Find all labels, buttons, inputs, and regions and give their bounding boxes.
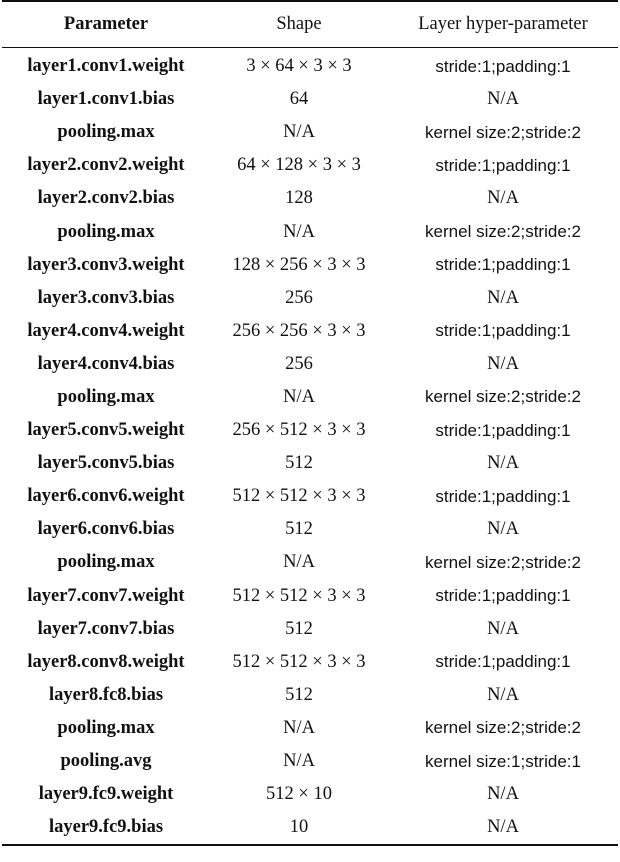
header-row xyxy=(2,1,618,48)
cell-parameter: layer9.fc9.bias xyxy=(48,817,164,838)
cell-parameter: layer6.conv6.bias xyxy=(37,519,175,540)
table-row xyxy=(2,679,618,712)
cell-hyper-parameter: kernel size:1;stride:1 xyxy=(425,751,581,771)
cell-parameter: layer8.fc8.bias xyxy=(48,684,164,705)
cell-shape: N/A xyxy=(283,122,315,143)
table-row xyxy=(2,315,618,348)
cell-hyper-parameter: kernel size:2;stride:2 xyxy=(425,387,581,407)
cell-hyper-parameter: kernel size:2;stride:2 xyxy=(425,718,581,738)
cell-shape: 256 × 512 × 3 × 3 xyxy=(232,420,366,441)
cell-shape: 512 xyxy=(285,618,313,639)
table-row xyxy=(2,149,618,182)
cell-shape: 512 xyxy=(285,519,313,540)
cell-shape: 512 × 512 × 3 × 3 xyxy=(232,651,366,672)
cell-hyper-parameter: N/A xyxy=(487,353,519,374)
cell-shape: 10 xyxy=(289,817,309,838)
cell-shape: 64 × 128 × 3 × 3 xyxy=(237,155,361,176)
cell-parameter: layer9.fc9.weight xyxy=(38,784,174,805)
table-row xyxy=(2,249,618,282)
cell-shape: 512 × 512 × 3 × 3 xyxy=(232,585,366,606)
cell-hyper-parameter: N/A xyxy=(487,817,519,838)
cell-shape: 512 × 512 × 3 × 3 xyxy=(232,486,366,507)
cell-parameter: layer4.conv4.weight xyxy=(27,320,185,341)
cell-shape: N/A xyxy=(283,751,315,772)
cell-parameter: layer5.conv5.weight xyxy=(27,420,185,441)
cell-parameter: layer2.conv2.weight xyxy=(27,155,185,176)
table-header xyxy=(2,1,618,48)
cell-shape: 512 xyxy=(285,453,313,474)
table-row xyxy=(2,613,618,646)
cell-hyper-parameter: stride:1;padding:1 xyxy=(435,486,571,506)
cell-shape: 256 xyxy=(285,353,313,374)
cell-parameter: pooling.max xyxy=(57,717,155,738)
cell-hyper-parameter: stride:1;padding:1 xyxy=(435,255,571,275)
table-row xyxy=(2,116,618,149)
cell-hyper-parameter: N/A xyxy=(487,287,519,308)
cell-parameter: layer7.conv7.bias xyxy=(37,618,175,639)
table-row xyxy=(2,282,618,315)
table-row xyxy=(2,215,618,248)
cell-parameter: layer1.conv1.bias xyxy=(37,89,175,110)
table-row xyxy=(2,546,618,579)
cell-hyper-parameter: stride:1;padding:1 xyxy=(435,652,571,672)
cell-shape: 3 × 64 × 3 × 3 xyxy=(246,56,352,77)
cell-hyper-parameter: N/A xyxy=(487,453,519,474)
cell-parameter: layer7.conv7.weight xyxy=(27,585,185,606)
cell-parameter: pooling.max xyxy=(57,386,155,407)
cell-hyper-parameter: N/A xyxy=(487,684,519,705)
cell-shape: 256 xyxy=(285,287,313,308)
header-shape: Shape xyxy=(210,1,388,48)
table-row xyxy=(2,580,618,613)
cell-hyper-parameter: kernel size:2;stride:2 xyxy=(425,222,581,242)
cell-hyper-parameter: N/A xyxy=(487,618,519,639)
cell-hyper-parameter: stride:1;padding:1 xyxy=(435,420,571,440)
cell-shape: N/A xyxy=(283,386,315,407)
table-row xyxy=(2,48,618,84)
cell-hyper-parameter: N/A xyxy=(487,519,519,540)
table-row xyxy=(2,745,618,778)
table-row xyxy=(2,778,618,811)
cell-parameter: layer3.conv3.bias xyxy=(37,287,175,308)
cell-hyper-parameter: stride:1;padding:1 xyxy=(435,586,571,606)
cell-shape: N/A xyxy=(283,717,315,738)
parameter-table-container xyxy=(2,0,618,846)
cell-shape: 128 × 256 × 3 × 3 xyxy=(232,254,366,275)
cell-shape: N/A xyxy=(283,552,315,573)
table-row xyxy=(2,83,618,116)
cell-parameter: pooling.max xyxy=(57,122,155,143)
table-row xyxy=(2,182,618,215)
cell-shape: N/A xyxy=(283,221,315,242)
cell-parameter: layer6.conv6.weight xyxy=(27,486,185,507)
table-body xyxy=(2,48,618,846)
cell-shape: 128 xyxy=(285,188,313,209)
cell-hyper-parameter: N/A xyxy=(487,188,519,209)
cell-shape: 512 xyxy=(285,684,313,705)
cell-hyper-parameter: kernel size:2;stride:2 xyxy=(425,122,581,142)
table-row xyxy=(2,811,618,845)
cell-parameter: layer2.conv2.bias xyxy=(37,188,175,209)
cell-hyper-parameter: stride:1;padding:1 xyxy=(435,155,571,175)
table-row xyxy=(2,348,618,381)
header-parameter: Parameter xyxy=(2,1,210,48)
cell-shape: 512 × 10 xyxy=(266,784,332,805)
cell-hyper-parameter: N/A xyxy=(487,89,519,110)
cell-parameter: layer1.conv1.weight xyxy=(27,56,185,77)
table-row xyxy=(2,646,618,679)
cell-parameter: layer5.conv5.bias xyxy=(37,453,175,474)
cell-parameter: layer3.conv3.weight xyxy=(27,254,185,275)
parameter-table xyxy=(2,0,618,846)
table-row xyxy=(2,480,618,513)
cell-hyper-parameter: stride:1;padding:1 xyxy=(435,56,571,76)
cell-hyper-parameter: kernel size:2;stride:2 xyxy=(425,552,581,572)
table-row xyxy=(2,381,618,414)
table-row xyxy=(2,712,618,745)
cell-shape: 256 × 256 × 3 × 3 xyxy=(232,320,366,341)
cell-hyper-parameter: N/A xyxy=(487,784,519,805)
cell-parameter: pooling.avg xyxy=(60,751,152,772)
cell-parameter: layer8.conv8.weight xyxy=(27,651,185,672)
cell-parameter: pooling.max xyxy=(57,221,155,242)
table-row xyxy=(2,414,618,447)
header-hyper-parameter: Layer hyper-parameter xyxy=(388,1,618,48)
cell-hyper-parameter: stride:1;padding:1 xyxy=(435,321,571,341)
table-row xyxy=(2,513,618,546)
cell-shape: 64 xyxy=(289,89,309,110)
cell-parameter: layer4.conv4.bias xyxy=(37,353,175,374)
cell-parameter: pooling.max xyxy=(57,552,155,573)
table-row xyxy=(2,447,618,480)
